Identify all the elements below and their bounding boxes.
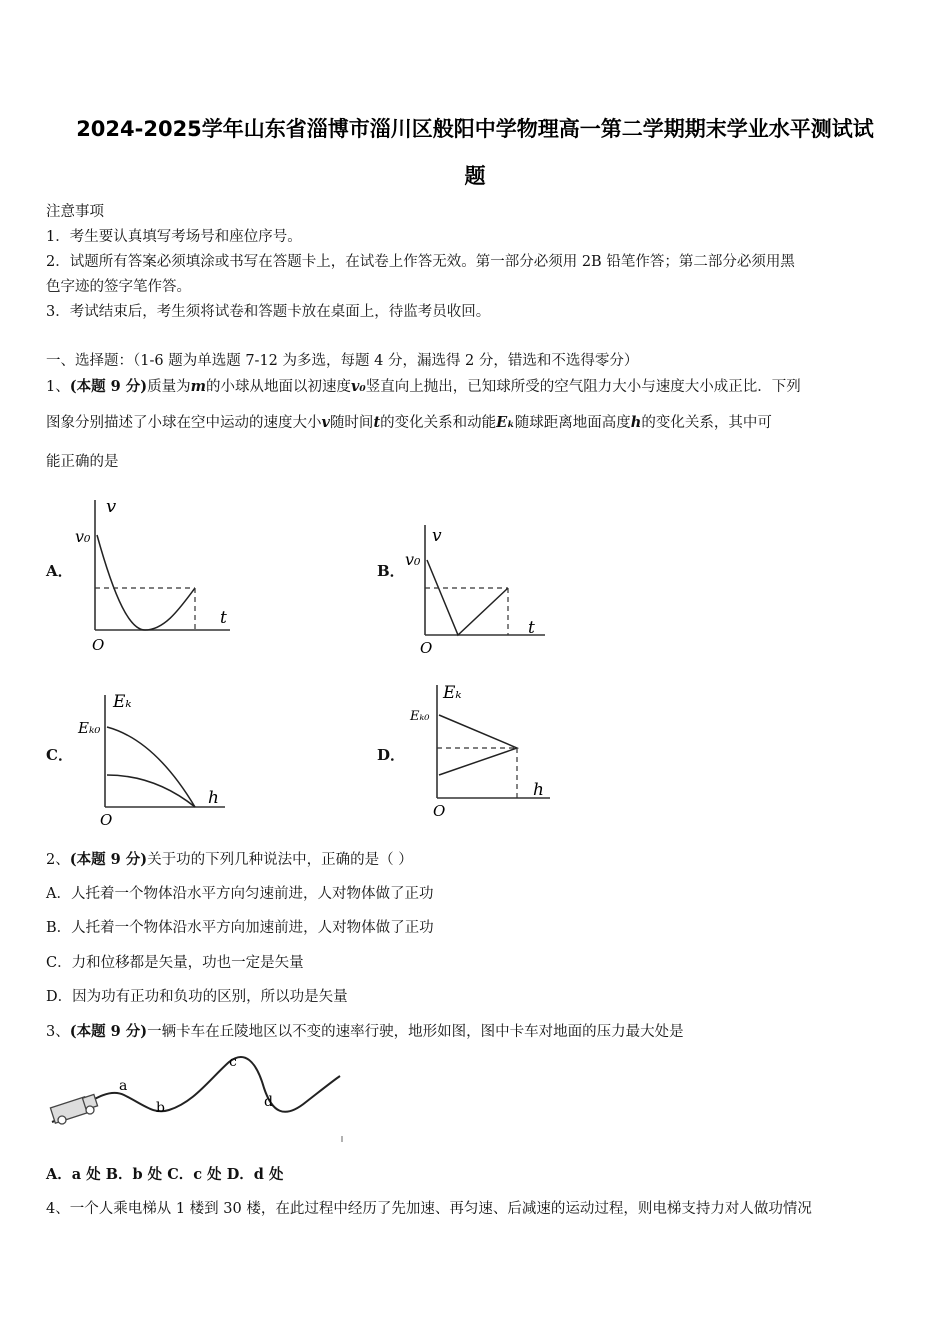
graph-b-v0-label: v₀: [405, 550, 421, 569]
q3-stem: [46, 1022, 684, 1042]
q2-prefix: 2、: [46, 852, 70, 868]
q2-stem: [46, 850, 413, 870]
q3-stem-text: 一辆卡车在丘陵地区以不变的速率行驶，地形如图，图中卡车对地面的压力最大处是: [147, 1024, 684, 1040]
q1-graph-b: [400, 515, 560, 655]
q2-option-c[interactable]: C．力和位移都是矢量，功也一定是矢量: [46, 955, 304, 971]
q3-answers[interactable]: A．a 处 B．b 处 C．c 处 D．d 处: [46, 1166, 284, 1183]
notice-item-2: 2．试题所有答案必须填涂或书写在答题卡上，在试卷上作答无效。第一部分必须用 2B 铅笔作答；第二部分必须用黑: [46, 254, 795, 270]
graph-d-x-axis-label: h: [533, 780, 544, 800]
q2-option-b[interactable]: B．人托着一个物体沿水平方向加速前进，人对物体做了正功: [46, 920, 434, 936]
graph-c-curve-up: [107, 727, 195, 807]
q1-text-5: 随时间: [329, 415, 374, 431]
q1-prefix: 1、: [46, 379, 70, 395]
q1-var-v0: v₀: [350, 378, 366, 395]
graph-d-y-axis-label: Eₖ: [443, 683, 462, 703]
q1-text-8: 的变化关系，其中可: [641, 415, 772, 431]
graph-c-curve-down: [107, 775, 195, 807]
q2-option-a[interactable]: A．人托着一个物体沿水平方向匀速前进，人对物体做了正功: [46, 886, 434, 902]
terrain-label-c: c: [229, 1054, 237, 1070]
notice-item-1: 1．考生要认真填写考场号和座位序号。: [46, 229, 302, 245]
graph-c-ek0-label: Eₖ₀: [78, 719, 101, 737]
page-title-line1: 2024-2025学年山东省淄博市淄川区般阳中学物理高一第二学期期末学业水平测试试: [76, 117, 874, 141]
q1-var-ek: Eₖ: [496, 414, 515, 431]
notice-item-3: 3．考试结束后，考生须将试卷和答题卡放在桌面上，待监考员收回。: [46, 304, 491, 320]
q4-stem: [46, 1199, 812, 1219]
q4-prefix: 4、: [46, 1201, 70, 1217]
graph-b-y-axis-label: v: [432, 526, 442, 546]
q2-stem-text: 关于功的下列几种说法中，正确的是（ ）: [147, 852, 413, 868]
graph-d-lines: [439, 715, 517, 775]
q2-points: (本题 9 分): [69, 851, 148, 868]
q3-terrain-figure: [44, 1050, 349, 1145]
q1-var-h: h: [630, 414, 642, 431]
q1-var-m: m: [190, 378, 206, 395]
graph-a-curve: [97, 535, 195, 630]
q4-text: 一个人乘电梯从 1 楼到 30 楼，在此过程中经历了先加速、再匀速、后减速的运动过程，则电梯支持力对人做功情况: [69, 1201, 812, 1217]
q1-text-3: 竖直向上抛出，已知球所受的空气阻力大小与速度大小成正比．下列: [365, 379, 801, 395]
q3-prefix: 3、: [46, 1024, 70, 1040]
graph-d-origin: O: [433, 802, 446, 820]
section-heading: 一、选择题：（1-6 题为单选题 7-12 为多选，每题 4 分，漏选得 2 分，错选和不选得零分）: [46, 353, 639, 369]
q3-points: (本题 9 分): [69, 1023, 148, 1040]
graph-a-x-axis-label: t: [220, 608, 227, 628]
q2-option-d[interactable]: D．因为功有正功和负功的区别，所以功是矢量: [46, 989, 348, 1005]
q1-text-7: 随球距离地面高度: [514, 415, 631, 431]
notice-heading: 注意事项: [46, 204, 104, 220]
terrain-label-b: b: [156, 1100, 165, 1116]
q1-option-a-label[interactable]: A．: [46, 562, 73, 580]
q1-option-b-label[interactable]: B．: [377, 562, 405, 580]
graph-b-origin: O: [420, 639, 433, 655]
graph-b-lines: [427, 560, 508, 635]
truck-icon: [50, 1094, 97, 1124]
q1-var-v: v: [321, 414, 330, 431]
q1-line3: 能正确的是: [46, 454, 119, 470]
q1-option-d-label[interactable]: D．: [377, 746, 406, 764]
page-title-line2: 题: [464, 164, 486, 188]
q1-points: (本题 9 分): [69, 378, 148, 395]
q1-graph-c: [75, 685, 235, 830]
terrain-label-d: d: [264, 1094, 273, 1110]
graph-c-origin: O: [100, 811, 113, 829]
q1-line1: [46, 377, 801, 397]
q1-text-6: 的变化关系和动能: [380, 415, 497, 431]
terrain-curve: [52, 1057, 340, 1122]
graph-a-origin: O: [92, 636, 105, 654]
q1-text-4: 图象分别描述了小球在空中运动的速度大小: [46, 415, 322, 431]
notice-item-2-cont: 色字迹的签字笔作答。: [46, 279, 191, 295]
graph-c-x-axis-label: h: [208, 788, 219, 808]
graph-a-y-axis-label: v: [106, 496, 117, 517]
graph-a-v0-label: v₀: [75, 527, 91, 546]
q1-option-c-label[interactable]: C．: [46, 746, 73, 764]
terrain-label-a: a: [119, 1078, 128, 1094]
q1-text-1: 质量为: [147, 379, 191, 395]
graph-d-ek0-label: Eₖ₀: [410, 709, 430, 724]
q1-graph-d: [405, 680, 560, 825]
q1-var-t: t: [373, 414, 381, 431]
q1-text-2: 的小球从地面以初速度: [205, 379, 351, 395]
graph-c-y-axis-label: Eₖ: [113, 692, 132, 712]
graph-b-x-axis-label: t: [528, 618, 535, 638]
q1-line2: [46, 413, 772, 433]
q1-graph-a: [70, 490, 245, 655]
